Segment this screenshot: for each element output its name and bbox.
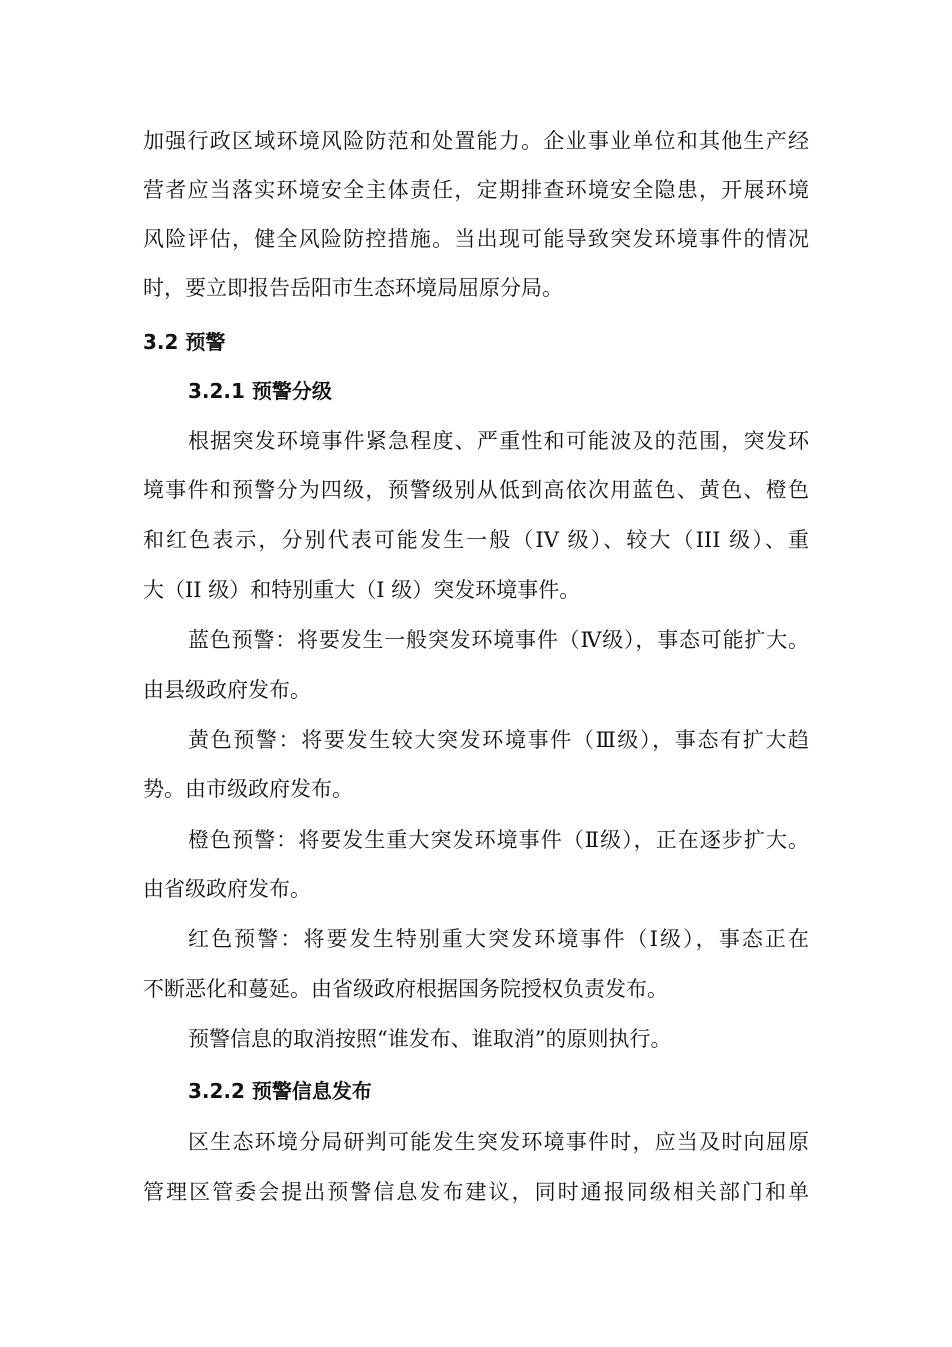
- orange-warning-line: 由省级政府发布。: [143, 877, 311, 901]
- paragraph-line: 营者应当落实环境安全主体责任，定期排查环境安全隐患，开展环境: [143, 178, 809, 202]
- blue-warning-line: 由县级政府发布。: [143, 678, 311, 702]
- yellow-warning-line: 势。由市级政府发布。: [143, 777, 353, 801]
- red-warning-line: 红色预警：将要发生特别重大突发环境事件（Ⅰ级），事态正在: [188, 927, 809, 951]
- cancel-warning-line: 预警信息的取消按照“谁发布、谁取消”的原则执行。: [188, 1027, 672, 1051]
- yellow-warning-line: 黄色预警：将要发生较大突发环境事件（Ⅲ级），事态有扩大趋: [188, 728, 809, 752]
- paragraph-line: 区生态环境分局研判可能发生突发环境事件时，应当及时向屈原: [188, 1130, 809, 1154]
- blue-warning-line: 蓝色预警：将要发生一般突发环境事件（Ⅳ级），事态可能扩大。: [188, 628, 809, 652]
- paragraph-line: 管理区管委会提出预警信息发布建议，同时通报同级相关部门和单: [143, 1180, 809, 1204]
- subsection-heading-3-2-1: 3.2.1 预警分级: [188, 379, 332, 403]
- orange-warning-line: 橙色预警：将要发生重大突发环境事件（Ⅱ级），正在逐步扩大。: [188, 828, 809, 852]
- section-heading-3-2: 3.2 预警: [143, 330, 226, 354]
- subsection-heading-3-2-2: 3.2.2 预警信息发布: [188, 1079, 372, 1103]
- paragraph-line: 境事件和预警分为四级，预警级别从低到高依次用蓝色、黄色、橙色: [143, 478, 809, 502]
- paragraph-line: 风险评估，健全风险防控措施。当出现可能导致突发环境事件的情况: [143, 227, 809, 251]
- paragraph-line: 和红色表示，分别代表可能发生一般（IV 级）、较大（III 级）、重: [143, 528, 809, 552]
- red-warning-line: 不断恶化和蔓延。由省级政府根据国务院授权负责发布。: [143, 977, 668, 1001]
- paragraph-line: 大（II 级）和特别重大（I 级）突发环境事件。: [143, 578, 581, 602]
- paragraph-line: 根据突发环境事件紧急程度、严重性和可能波及的范围，突发环: [188, 429, 809, 453]
- paragraph-line: 时，要立即报告岳阳市生态环境局屈原分局。: [143, 276, 563, 300]
- paragraph-line: 加强行政区域环境风险防范和处置能力。企业事业单位和其他生产经: [143, 129, 809, 153]
